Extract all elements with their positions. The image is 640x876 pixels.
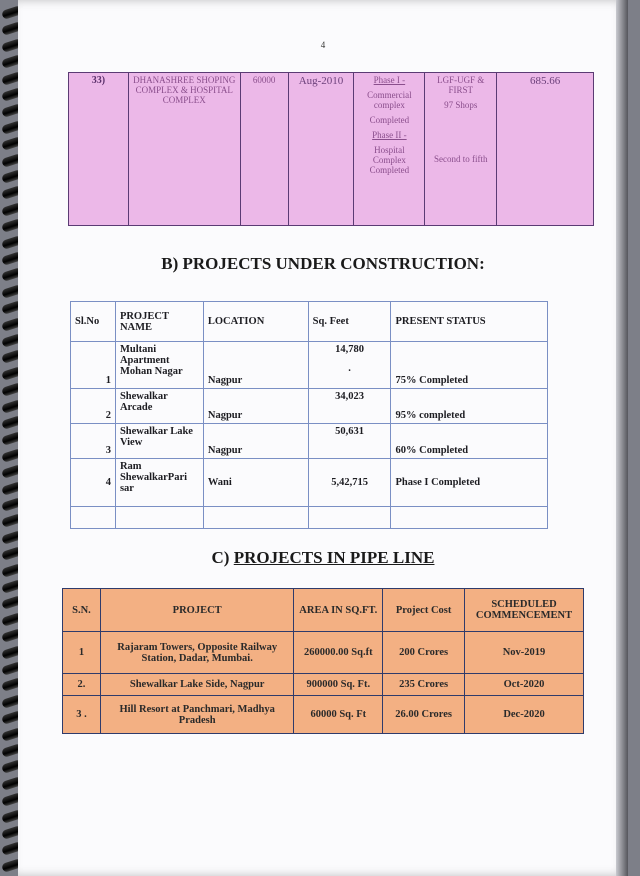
section-c-prefix: C) [211, 548, 234, 567]
col-header-slno: Sl.No [71, 302, 116, 342]
row-cost: 26.00 Crores [383, 696, 465, 734]
row-sl: 4 [71, 459, 116, 507]
completed-project-table [68, 72, 594, 226]
project-date: Aug-2010 [288, 73, 354, 226]
row-name: Multani Apartment Mohan Nagar [115, 342, 203, 389]
table-header-row [63, 589, 584, 632]
empty-cell [391, 507, 548, 529]
project-sqft: 60000 [240, 73, 288, 226]
serial-number: 33) [69, 73, 129, 226]
row-location: Nagpur [203, 342, 308, 389]
row-project: Shewalkar Lake Side, Nagpur [100, 674, 293, 696]
table-row [69, 73, 594, 226]
row-status: 60% Completed [391, 424, 548, 459]
row-date: Nov-2019 [465, 632, 584, 674]
empty-cell [115, 507, 203, 529]
row-sn: 2. [63, 674, 101, 696]
phase2-desc: Hospital Complex Completed [369, 145, 410, 175]
table-row [63, 632, 584, 674]
construction-table [70, 301, 548, 529]
table-row [71, 342, 548, 389]
row-sl: 1 [71, 342, 116, 389]
document-page [18, 0, 628, 876]
row-sqft-value: 14,780 [335, 344, 365, 355]
phase1-desc: Commercial complex [367, 90, 412, 110]
row-status: Phase I Completed [391, 459, 548, 507]
row-sl: 2 [71, 389, 116, 424]
row-status: 95% completed [391, 389, 548, 424]
row-sn: 1 [63, 632, 101, 674]
floors1-detail: 97 Shops [444, 100, 478, 110]
col-header-sqft: Sq. Feet [308, 302, 391, 342]
col-header-area: AREA IN SQ.FT. [294, 589, 383, 632]
row-project: Hill Resort at Panchmari, Madhya Pradesh [100, 696, 293, 734]
phase2-label: Phase II - [372, 130, 407, 140]
row-status: 75% Completed [391, 342, 548, 389]
row-sl: 3 [71, 424, 116, 459]
row-sqft [308, 342, 391, 389]
row-sn: 3 . [63, 696, 101, 734]
row-date: Oct-2020 [465, 674, 584, 696]
col-header-cost: Project Cost [383, 589, 465, 632]
floors2: Second to fifth [434, 154, 488, 164]
empty-cell [71, 507, 116, 529]
row-project: Rajaram Towers, Opposite Railway Station, Dadar, Mumbai. [100, 632, 293, 674]
row-sqft: 50,631 [308, 424, 391, 459]
page-number: 4 [320, 40, 326, 50]
col-header-status: PRESENT STATUS [391, 302, 548, 342]
empty-cell [203, 507, 308, 529]
row-cost: 235 Crores [383, 674, 465, 696]
page-edge-shadow [616, 0, 628, 876]
floors1: LGF-UGF & FIRST [437, 75, 485, 95]
table-row [63, 696, 584, 734]
section-b-heading: B) PROJECTS UNDER CONSTRUCTION: [161, 254, 485, 273]
row-name: Shewalkar Arcade [115, 389, 203, 424]
table-row [71, 424, 548, 459]
col-header-project: PROJECT [100, 589, 293, 632]
row-date: Dec-2020 [465, 696, 584, 734]
row-name: Ram ShewalkarPari sar [115, 459, 203, 507]
phase1-label: Phase I - [373, 75, 406, 85]
row-sqft: 34,023 [308, 389, 391, 424]
row-name: Shewalkar Lake View [115, 424, 203, 459]
table-header-row [71, 302, 548, 342]
section-c-title: PROJECTS IN PIPE LINE [233, 548, 435, 567]
pipeline-table [62, 588, 584, 734]
row-area: 900000 Sq. Ft. [294, 674, 383, 696]
row-sqft: 5,42,715 [308, 459, 391, 507]
project-name: DHANASHREE SHOPING COMPLEX & HOSPITAL COMPLEX [128, 73, 240, 226]
row-location: Wani [203, 459, 308, 507]
table-row [71, 389, 548, 424]
row-location: Nagpur [203, 424, 308, 459]
table-row-empty [71, 507, 548, 529]
col-header-project: PROJECT NAME [115, 302, 203, 342]
row-area: 60000 Sq. Ft [294, 696, 383, 734]
col-header-location: LOCATION [203, 302, 308, 342]
empty-cell [308, 507, 391, 529]
table-row [63, 674, 584, 696]
phase1-status: Completed [369, 115, 410, 125]
col-header-sn: S.N. [63, 589, 101, 632]
row-area: 260000.00 Sq.ft [294, 632, 383, 674]
row-sqft-note: . [348, 363, 351, 374]
table-row [71, 459, 548, 507]
project-floors [425, 73, 497, 226]
section-c-heading [18, 548, 628, 568]
project-phases [354, 73, 425, 226]
row-location: Nagpur [203, 389, 308, 424]
project-amount: 685.66 [497, 73, 594, 226]
col-header-commencement: SCHEDULED COMMENCEMENT [465, 589, 584, 632]
row-cost: 200 Crores [383, 632, 465, 674]
